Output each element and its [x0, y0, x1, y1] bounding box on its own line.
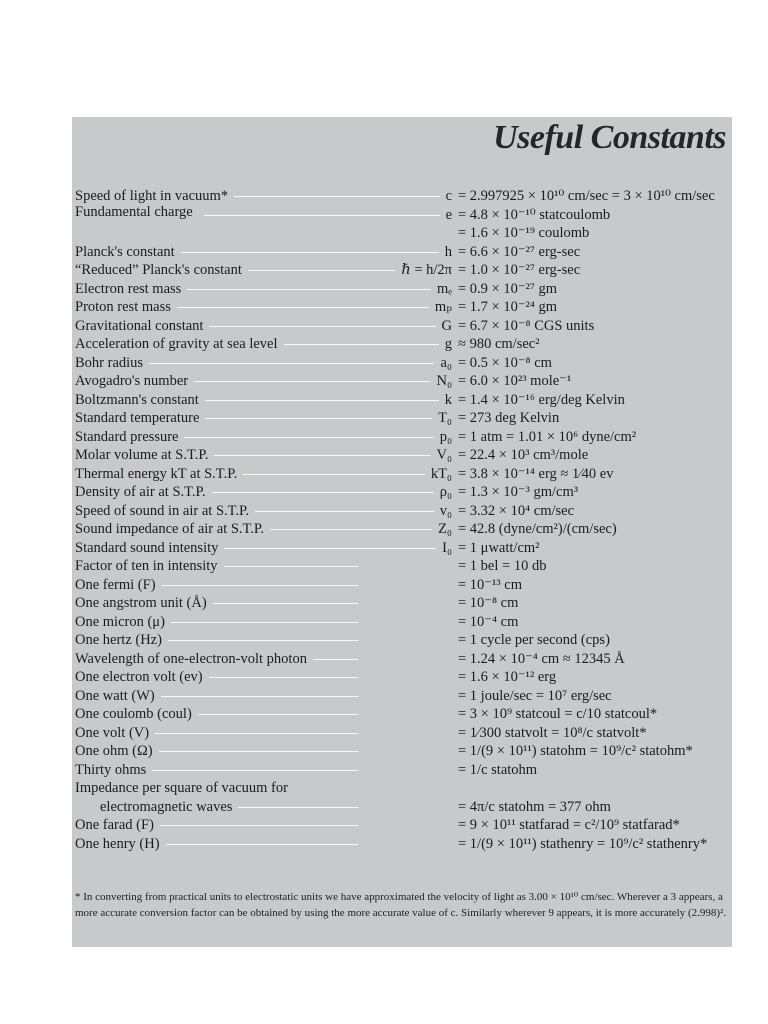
- constant-row: [72, 835, 732, 854]
- constant-label: Bohr radius: [75, 354, 144, 371]
- fundamental-charge-label: Fundamental charge: [75, 204, 193, 220]
- leader-line: [213, 603, 358, 604]
- constant-symbol: e: [445, 206, 452, 223]
- constant-row: [72, 261, 732, 280]
- constant-label: One fermi (F): [75, 576, 156, 593]
- constant-label: Standard pressure: [75, 428, 179, 445]
- constant-row: [72, 724, 732, 743]
- footnote: * In converting from practical units to electrostatic units we have approximated the velocity of light as 3.00 × 10¹⁰ cm/sec. Wherever a 3 appears, a more accurate conversion factor can be obtained by using the more accurate value of c. Similarly wherever 9 appears, it is more accurately (2.998)².: [75, 891, 727, 919]
- leader-line: [224, 566, 358, 567]
- constant-label: One watt (W): [75, 687, 155, 704]
- constant-symbol: Z₀: [438, 521, 452, 537]
- constant-label: Thirty ohms: [75, 761, 147, 778]
- constant-value: = 1/(9 × 10¹¹) statohm = 10⁹/c² statohm*: [458, 743, 693, 759]
- leader-line: [238, 807, 358, 808]
- leader-line: [159, 751, 358, 752]
- constant-label: Sound impedance of air at S.T.P.: [75, 521, 265, 537]
- constant-row: [72, 428, 732, 447]
- constants-list: [72, 187, 732, 853]
- constant-row: [72, 483, 732, 502]
- constant-label: Acceleration of gravity at sea level: [75, 336, 278, 352]
- constant-value: = 1⁄300 statvolt = 10⁸/c statvolt*: [458, 724, 647, 741]
- leader-line: [152, 770, 358, 771]
- constant-symbol: V₀: [436, 447, 452, 463]
- constant-row: [72, 761, 732, 780]
- constant-symbol: g: [444, 336, 452, 352]
- constant-label: “Reduced” Planck's constant: [75, 262, 242, 278]
- constant-label: electromagnetic waves: [100, 798, 233, 815]
- constant-label: Standard temperature: [75, 410, 200, 426]
- constant-value: = 1.0 × 10⁻²⁷ erg-sec: [458, 262, 581, 278]
- constant-label: Molar volume at S.T.P.: [75, 447, 209, 463]
- constant-value: = 1 joule/sec = 10⁷ erg/sec: [458, 687, 612, 704]
- constant-label: One volt (V): [75, 724, 150, 741]
- constant-value: = 6.7 × 10⁻⁸ CGS units: [458, 317, 595, 334]
- constant-value: = 42.8 (dyne/cm²)/(cm/sec): [458, 521, 617, 537]
- constant-symbol: I₀: [442, 539, 452, 556]
- constant-row: [72, 354, 732, 373]
- constant-symbol: mₚ: [434, 299, 452, 315]
- constant-value: = 1 cycle per second (cps): [458, 632, 610, 648]
- constant-row: [72, 557, 732, 576]
- constant-symbol: N₀: [436, 373, 452, 389]
- constant-value: = 0.5 × 10⁻⁸ cm: [458, 354, 552, 371]
- constant-row: [72, 594, 732, 613]
- constant-value: = 1.24 × 10⁻⁴ cm ≈ 12345 Å: [458, 650, 625, 667]
- constant-value: = 9 × 10¹¹ statfarad = c²/10⁹ statfarad*: [458, 817, 680, 833]
- constant-symbol: a₀: [440, 354, 452, 371]
- constant-symbol: p₀: [439, 428, 452, 445]
- constant-row: [72, 613, 732, 632]
- constant-label: Proton rest mass: [75, 299, 171, 315]
- constant-value: = 1 bel = 10 db: [458, 558, 547, 574]
- constant-label: One ohm (Ω): [75, 743, 153, 759]
- constant-label: Speed of sound in air at S.T.P.: [75, 502, 250, 519]
- constant-label: Boltzmann's constant: [75, 391, 199, 408]
- constant-row: [72, 317, 732, 336]
- constant-value: = 1 atm = 1.01 × 10⁶ dyne/cm²: [458, 428, 637, 445]
- constant-symbol: G: [441, 317, 452, 334]
- constant-value: = 4.8 × 10⁻¹⁰ statcoulomb: [458, 206, 611, 223]
- constant-row: [72, 372, 732, 391]
- leader-line: [198, 714, 358, 715]
- constant-value: = 6.0 × 10²³ mole⁻¹: [458, 373, 572, 389]
- constant-value: = 3 × 10⁹ statcoul = c/10 statcoul*: [458, 706, 658, 722]
- constant-value: = 6.6 × 10⁻²⁷ erg-sec: [458, 243, 581, 260]
- constant-row: [72, 779, 732, 798]
- constant-value: = 10⁻¹³ cm: [458, 576, 522, 593]
- constant-value: = 0.9 × 10⁻²⁷ gm: [458, 280, 558, 297]
- constant-row: [72, 335, 732, 354]
- constant-label: One coulomb (coul): [75, 706, 192, 722]
- constant-value: ≈ 980 cm/sec²: [458, 336, 540, 352]
- constant-symbol: h: [444, 243, 452, 260]
- constant-label: One electron volt (ev): [75, 669, 203, 685]
- constant-symbol: kT₀: [430, 465, 452, 482]
- constant-value: = 10⁻⁴ cm: [458, 613, 519, 630]
- constant-value: = 22.4 × 10³ cm³/mole: [458, 447, 589, 463]
- constant-row: [72, 465, 732, 484]
- leader-line: [209, 677, 358, 678]
- constant-label: Speed of light in vacuum*: [75, 188, 229, 204]
- constant-value: = 1.6 × 10⁻¹⁹ coulomb: [458, 225, 590, 241]
- constant-label: Factor of ten in intensity: [75, 558, 218, 574]
- constant-value: = 1.7 × 10⁻²⁴ gm: [458, 299, 558, 315]
- constant-label: Density of air at S.T.P.: [75, 484, 206, 500]
- constant-row: [72, 742, 732, 761]
- constants-panel: [72, 117, 732, 947]
- constant-row: [72, 705, 732, 724]
- constant-value: = 3.8 × 10⁻¹⁴ erg ≈ 1⁄40 ev: [458, 465, 614, 482]
- leader-line: [160, 825, 358, 826]
- constant-symbol: v₀: [439, 502, 452, 519]
- constant-label: Planck's constant: [75, 243, 175, 260]
- constant-label: Standard sound intensity: [75, 539, 219, 556]
- constant-label: One henry (H): [75, 835, 160, 852]
- leader-line: [155, 733, 358, 734]
- constant-value: = 1.3 × 10⁻³ gm/cm³: [458, 484, 579, 500]
- constant-row: [72, 502, 732, 521]
- constant-row: [72, 391, 732, 410]
- constant-row: [72, 816, 732, 835]
- constant-symbol: ρ₀: [439, 484, 452, 500]
- constant-label: One hertz (Hz): [75, 632, 162, 648]
- constant-label: Gravitational constant: [75, 317, 204, 334]
- constant-value: = 273 deg Kelvin: [458, 410, 560, 426]
- constant-row: [72, 280, 732, 299]
- leader-line: [161, 696, 358, 697]
- leader-line: [313, 659, 358, 660]
- constant-value: = 3.32 × 10⁴ cm/sec: [458, 502, 575, 519]
- constant-row: [72, 187, 732, 206]
- constant-row: [72, 224, 732, 243]
- constant-row: [72, 668, 732, 687]
- constant-row: [72, 631, 732, 650]
- constant-value: = 4π/c statohm = 377 ohm: [458, 798, 611, 815]
- constant-label: One angstrom unit (Å): [75, 595, 207, 611]
- constant-label: Avogadro's number: [75, 373, 189, 389]
- constant-row: [72, 446, 732, 465]
- constant-row: [72, 576, 732, 595]
- constant-symbol: ℏ = h/2π: [401, 262, 452, 278]
- constant-label: Electron rest mass: [75, 280, 182, 297]
- constant-value: = 10⁻⁸ cm: [458, 595, 519, 611]
- page-title: Useful Constants: [493, 119, 726, 156]
- constant-row: [72, 243, 732, 262]
- leader-line: [162, 585, 358, 586]
- constant-row: [72, 409, 732, 428]
- leader-line: [171, 622, 358, 623]
- constant-row: [72, 298, 732, 317]
- constant-label: One micron (μ): [75, 613, 165, 630]
- constant-label: One farad (F): [75, 817, 154, 833]
- constant-symbol: c: [445, 188, 452, 204]
- constant-value: = 1 μwatt/cm²: [458, 539, 540, 556]
- leader-line: [168, 640, 358, 641]
- constant-label: Thermal energy kT at S.T.P.: [75, 465, 238, 482]
- constant-symbol: k: [444, 391, 452, 408]
- constant-value: = 2.997925 × 10¹⁰ cm/sec = 3 × 10¹⁰ cm/sec: [458, 188, 715, 204]
- constant-value: = 1.6 × 10⁻¹² erg: [458, 669, 557, 685]
- constant-symbol: mₑ: [437, 280, 452, 297]
- constant-label: Wavelength of one-electron-volt photon: [75, 650, 307, 667]
- constant-value: = 1/c statohm: [458, 761, 538, 778]
- constant-row: [72, 520, 732, 539]
- constant-row: [72, 687, 732, 706]
- constant-value: = 1.4 × 10⁻¹⁶ erg/deg Kelvin: [458, 391, 625, 408]
- constant-symbol: T₀: [438, 410, 452, 426]
- constant-label: Impedance per square of vacuum for: [75, 780, 288, 796]
- constant-row: [72, 206, 732, 225]
- constant-value: = 1/(9 × 10¹¹) stathenry = 10⁹/c² stathenry*: [458, 835, 708, 852]
- constant-row: [72, 539, 732, 558]
- constant-row: [72, 650, 732, 669]
- leader-line: [166, 844, 358, 845]
- constant-row: [72, 798, 732, 817]
